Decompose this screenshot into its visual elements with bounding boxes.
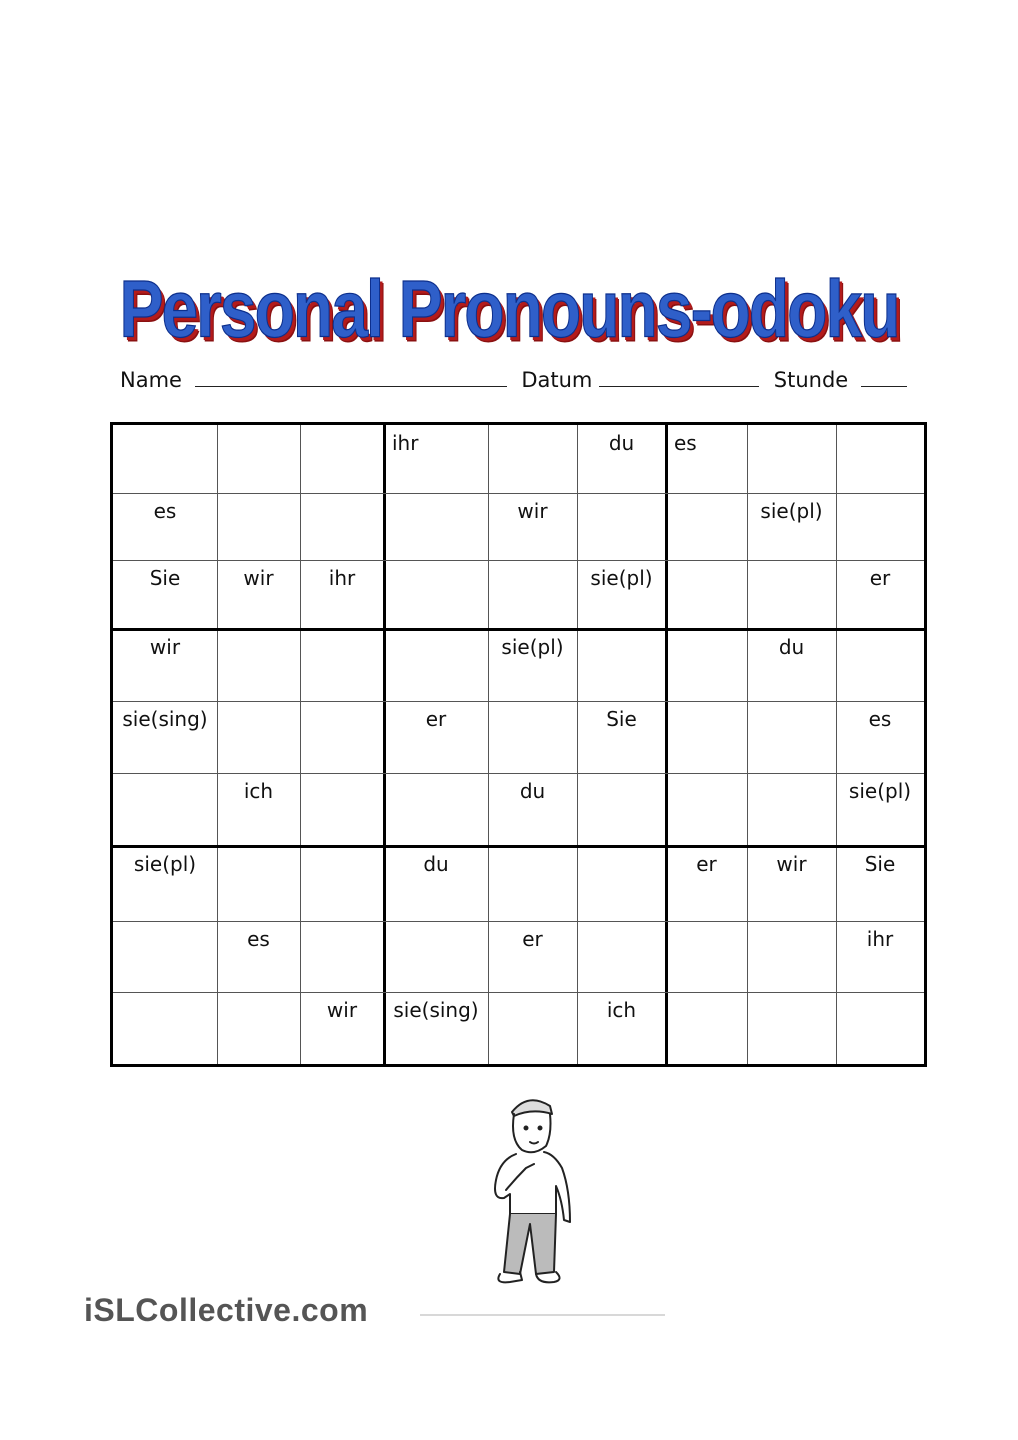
grid-cell[interactable]: [836, 992, 924, 1064]
grid-cell: du: [608, 431, 635, 455]
grid-cell: es: [674, 431, 697, 455]
grid-cell: sie(pl): [760, 499, 823, 523]
grid-cell: sie(pl): [501, 635, 564, 659]
grid-cell[interactable]: [217, 992, 300, 1064]
grid-cell: ich: [606, 998, 637, 1022]
grid-cell[interactable]: [300, 701, 384, 773]
grid-cell[interactable]: [384, 773, 488, 846]
grid-cell[interactable]: [666, 701, 747, 773]
grid-cell[interactable]: [666, 629, 747, 701]
grid-cell: sie(pl): [133, 852, 197, 876]
grid-cell[interactable]: [384, 560, 488, 629]
student-info-line: [120, 368, 920, 392]
grid-cell[interactable]: [300, 921, 384, 992]
grid-cell[interactable]: [577, 921, 666, 992]
grid-cell[interactable]: [217, 846, 300, 921]
grid-cell: wir: [776, 852, 807, 876]
footer-divider: [420, 1314, 665, 1316]
grid-cell[interactable]: [747, 425, 836, 493]
grid-cell: sie(pl): [590, 566, 653, 590]
name-label: Name: [120, 368, 182, 392]
grid-cell[interactable]: [384, 921, 488, 992]
grid-cell: er: [522, 927, 543, 951]
grid-cell[interactable]: [217, 493, 300, 560]
grid-cell[interactable]: [836, 425, 924, 493]
lesson-label: Stunde: [773, 368, 849, 392]
grid-cell[interactable]: [666, 560, 747, 629]
grid-cell: es: [247, 927, 270, 951]
grid-cell[interactable]: [747, 560, 836, 629]
grid-cell: Sie: [864, 852, 896, 876]
grid-cell[interactable]: [666, 992, 747, 1064]
grid-cell: er: [869, 566, 891, 590]
grid-cell: ihr: [866, 927, 894, 951]
grid-cell[interactable]: [113, 921, 217, 992]
grid-cell[interactable]: [577, 629, 666, 701]
grid-cell[interactable]: [666, 921, 747, 992]
grid-cell[interactable]: [384, 629, 488, 701]
grid-cell[interactable]: [384, 493, 488, 560]
grid-cell[interactable]: [577, 846, 666, 921]
grid-cell[interactable]: [747, 992, 836, 1064]
grid-cell[interactable]: [300, 425, 384, 493]
grid-cell[interactable]: [488, 560, 577, 629]
grid-cell[interactable]: [488, 992, 577, 1064]
grid-cell: wir: [149, 635, 181, 659]
date-blank[interactable]: [599, 368, 759, 387]
grid-cell: sie(sing): [393, 998, 479, 1022]
grid-cell[interactable]: [836, 629, 924, 701]
grid-cell: es: [868, 707, 892, 731]
grid-cell[interactable]: [577, 493, 666, 560]
grid-cell: sie(sing): [122, 707, 208, 731]
grid-cell[interactable]: [113, 992, 217, 1064]
grid-cell: du: [778, 635, 805, 659]
grid-cell[interactable]: [300, 493, 384, 560]
watermark-text: iSLCollective.com: [84, 1292, 369, 1328]
grid-cell[interactable]: [300, 846, 384, 921]
grid-cell: du: [519, 779, 546, 803]
grid-cell[interactable]: [300, 773, 384, 846]
grid-cell[interactable]: [488, 701, 577, 773]
grid-cell[interactable]: [300, 629, 384, 701]
grid-cell[interactable]: [488, 425, 577, 493]
grid-cell: ihr: [328, 566, 356, 590]
grid-cell[interactable]: [747, 773, 836, 846]
grid-cell: wir: [326, 998, 358, 1022]
grid-cell[interactable]: [747, 701, 836, 773]
grid-cell[interactable]: [113, 773, 217, 846]
grid-cell: wir: [517, 499, 548, 523]
lesson-blank[interactable]: [861, 368, 907, 387]
grid-cell: Sie: [149, 566, 181, 590]
grid-cell[interactable]: [577, 773, 666, 846]
name-blank[interactable]: [195, 368, 507, 387]
grid-cell: du: [423, 852, 449, 876]
grid-cell[interactable]: [217, 629, 300, 701]
grid-cell: Sie: [606, 707, 637, 731]
grid-cell: er: [425, 707, 447, 731]
boy-illustration: [470, 1090, 590, 1290]
sudoku-grid: [110, 422, 927, 1067]
grid-cell: ihr: [392, 431, 419, 455]
grid-cell[interactable]: [836, 493, 924, 560]
grid-cell[interactable]: [217, 425, 300, 493]
grid-cell[interactable]: [217, 701, 300, 773]
worksheet-title: Personal Pronouns-odoku: [119, 263, 899, 354]
grid-cell: sie(pl): [848, 779, 912, 803]
grid-cell: ich: [243, 779, 274, 803]
grid-cell: es: [153, 499, 177, 523]
grid-cell[interactable]: [666, 493, 747, 560]
grid-cell[interactable]: [488, 846, 577, 921]
date-label: Datum: [521, 368, 593, 392]
grid-cell: er: [696, 852, 717, 876]
grid-cell[interactable]: [113, 425, 217, 493]
grid-cell[interactable]: [747, 921, 836, 992]
grid-cell[interactable]: [666, 773, 747, 846]
grid-cell: wir: [243, 566, 274, 590]
